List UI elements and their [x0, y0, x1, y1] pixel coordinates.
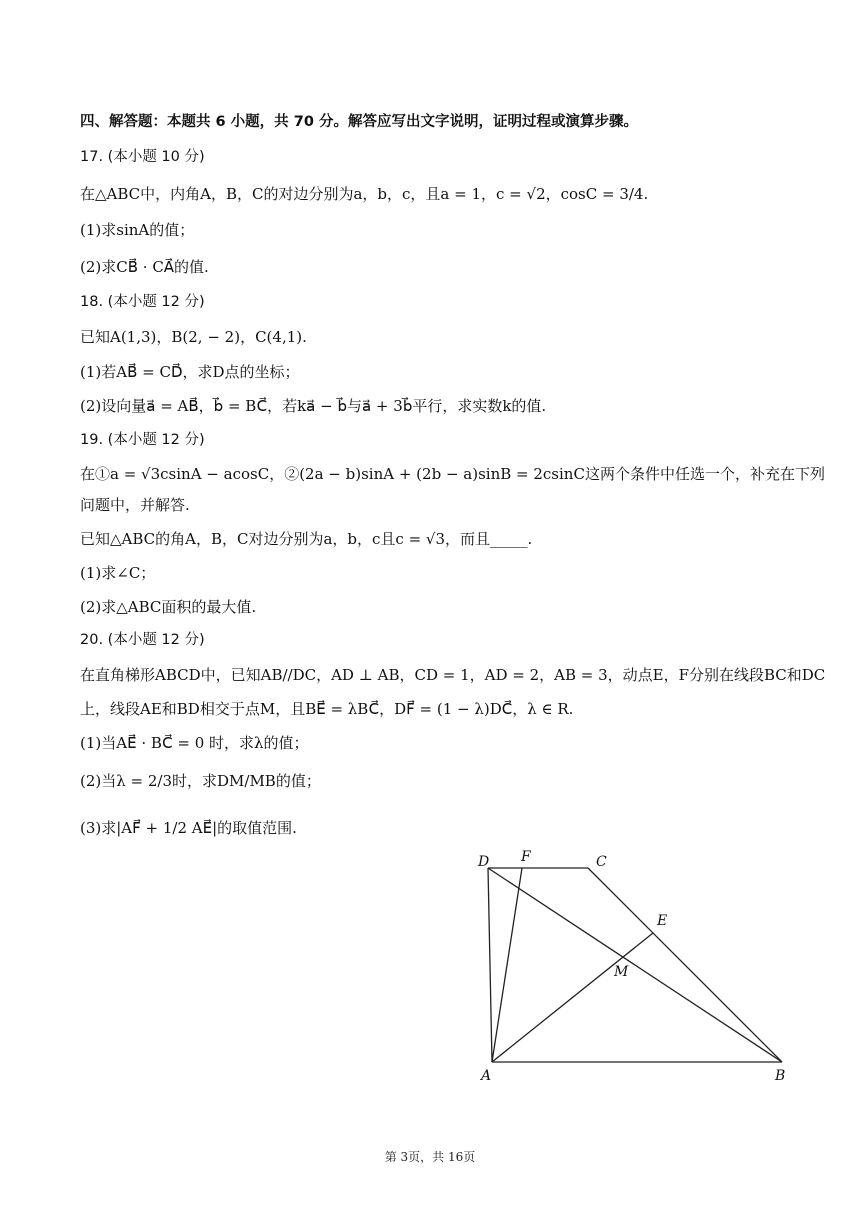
label-B: B [775, 1068, 786, 1084]
label-F: F [521, 849, 531, 865]
question-19-stem-line-1: 在①a = √3csinA − acosC，②(2a − b)sinA + (2b − a)sinB = 2csinC这两个条件中任选一个，补充在下列 [80, 465, 825, 483]
question-18-number: 18. (本小题 12 分) [80, 294, 205, 310]
segment-DB [488, 868, 782, 1062]
label-D: D [478, 854, 490, 870]
question-19-stem-line-2: 问题中，并解答. [80, 496, 190, 514]
label-E: E [657, 913, 668, 929]
label-A: A [481, 1068, 492, 1084]
question-17-number: 17. (本小题 10 分) [80, 149, 205, 165]
question-18-stem: 已知A(1,3)，B(2, − 2)，C(4,1). [80, 328, 307, 346]
question-19-number: 19. (本小题 12 分) [80, 432, 205, 448]
question-20-part-2: (2)当λ = 2/3时，求DM/MB的值； [80, 772, 321, 790]
label-M: M [614, 964, 629, 980]
question-18-part-1: (1)若AB⃗ = CD⃗，求D点的坐标； [80, 363, 300, 381]
question-20-stem-line-2: 上，线段AE和BD相交于点M，且BE⃗ = λBC⃗，DF⃗ = (1 − λ)DC⃗，λ ∈ R. [80, 700, 574, 718]
question-17-part-2: (2)求CB⃗ · CA⃗的值. [80, 258, 209, 276]
section-header: 四、解答题：本题共 6 小题，共 70 分。解答应写出文字说明，证明过程或演算步骤。 [80, 114, 638, 130]
question-19-condition: 已知△ABC的角A，B，C对边分别为a，b，c且c = √3，而且_____. [80, 530, 533, 548]
question-19-part-2: (2)求△ABC面积的最大值. [80, 598, 257, 616]
question-20-number: 20. (本小题 12 分) [80, 632, 205, 648]
segment-AF [492, 868, 522, 1062]
question-19-part-1: (1)求∠C； [80, 564, 156, 582]
segment-AE [492, 933, 653, 1062]
question-20-part-1: (1)当AE⃗ · BC⃗ = 0 时，求λ的值； [80, 734, 309, 752]
question-20-stem-line-1: 在直角梯形ABCD中，已知AB//DC，AD ⊥ AB，CD = 1，AD = 2，AB = 3，动点E，F分别在线段BC和DC [80, 666, 826, 684]
label-C: C [596, 854, 607, 870]
page-footer: 第 3页，共 16页 [384, 1150, 476, 1164]
question-17-stem: 在△ABC中，内角A，B，C的对边分别为a，b，c，且a = 1，c = √2，cosC = 3/4. [80, 185, 649, 203]
question-18-part-2: (2)设向量a⃗ = AB⃗，b⃗ = BC⃗，若ka⃗ − b⃗与a⃗ + 3b⃗平行，求实数k的值. [80, 397, 547, 415]
question-20-part-3: (3)求|AF⃗ + 1/2 AE⃗|的取值范围. [80, 819, 297, 837]
segment-DA [488, 868, 492, 1062]
question-17-part-1: (1)求sinA的值； [80, 221, 195, 239]
